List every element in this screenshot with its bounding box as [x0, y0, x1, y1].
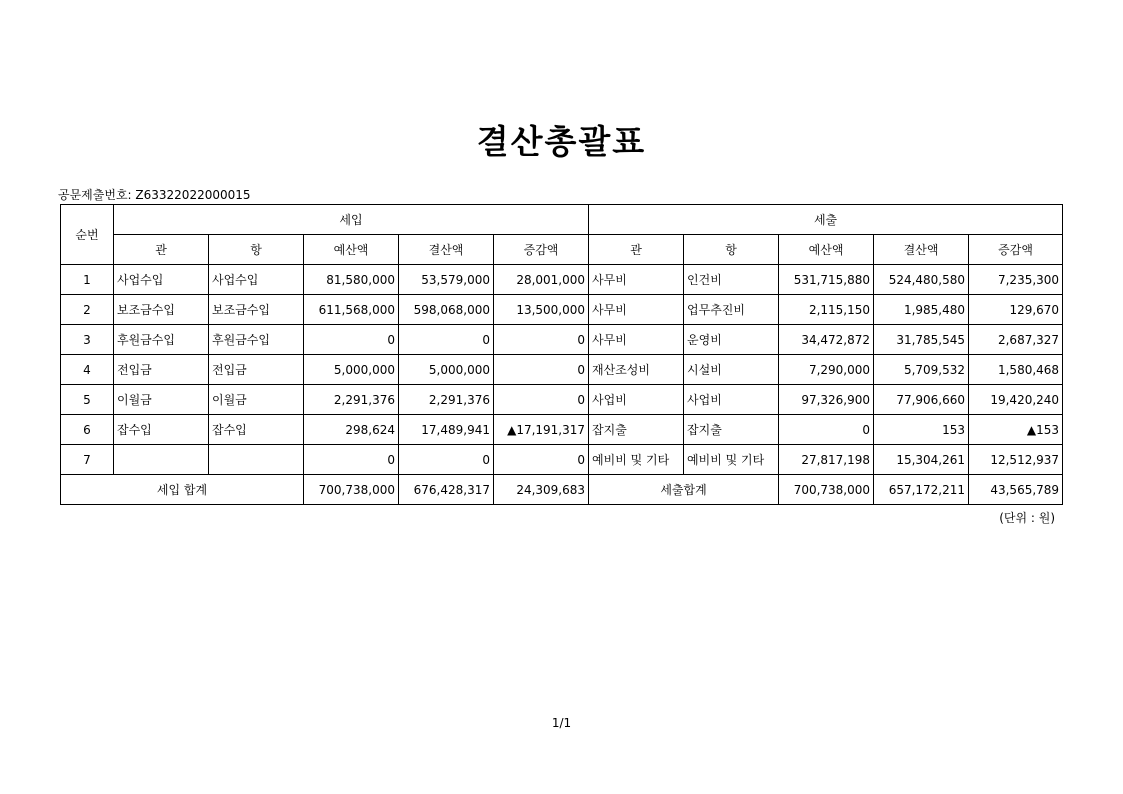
header-row-groups	[61, 205, 1063, 235]
table-row	[61, 355, 1063, 385]
table-row	[61, 265, 1063, 295]
row-number: 4	[61, 355, 114, 385]
revenue-budget: 0	[304, 445, 399, 475]
table-row	[61, 415, 1063, 445]
revenue-settled: 5,000,000	[399, 355, 494, 385]
expense-hang: 사업비	[684, 385, 779, 415]
revenue-gwan: 보조금수입	[114, 295, 209, 325]
settlement-summary-table	[60, 204, 1063, 505]
header-revenue-diff: 증감액	[494, 235, 589, 265]
expense-diff: 2,687,327	[969, 325, 1063, 355]
expense-budget: 27,817,198	[779, 445, 874, 475]
unit-label: (단위 : 원)	[999, 511, 1055, 525]
expense-hang: 업무추진비	[684, 295, 779, 325]
header-expense-budget: 예산액	[779, 235, 874, 265]
expense-gwan: 재산조성비	[589, 355, 684, 385]
expense-gwan: 사무비	[589, 265, 684, 295]
header-expense-hang: 항	[684, 235, 779, 265]
expense-total-diff: 43,565,789	[969, 475, 1063, 505]
expense-hang: 시설비	[684, 355, 779, 385]
revenue-hang: 전입금	[209, 355, 304, 385]
expense-total-label: 세출합계	[589, 475, 779, 505]
revenue-gwan: 사업수입	[114, 265, 209, 295]
revenue-settled: 2,291,376	[399, 385, 494, 415]
expense-budget: 2,115,150	[779, 295, 874, 325]
page-number: 1/1	[551, 716, 572, 730]
expense-diff: 129,670	[969, 295, 1063, 325]
expense-gwan: 사무비	[589, 295, 684, 325]
revenue-hang: 사업수입	[209, 265, 304, 295]
expense-settled: 77,906,660	[874, 385, 969, 415]
row-number: 1	[61, 265, 114, 295]
revenue-gwan: 후원금수입	[114, 325, 209, 355]
revenue-total-settled: 676,428,317	[399, 475, 494, 505]
revenue-budget: 298,624	[304, 415, 399, 445]
totals-row	[61, 475, 1063, 505]
document-number: 공문제출번호: Z63322022000015	[58, 188, 251, 202]
revenue-settled: 598,068,000	[399, 295, 494, 325]
revenue-gwan: 이월금	[114, 385, 209, 415]
row-number: 6	[61, 415, 114, 445]
expense-settled: 153	[874, 415, 969, 445]
revenue-diff: 0	[494, 385, 589, 415]
revenue-gwan: 전입금	[114, 355, 209, 385]
expense-settled: 31,785,545	[874, 325, 969, 355]
expense-gwan: 예비비 및 기타	[589, 445, 684, 475]
expense-total-budget: 700,738,000	[779, 475, 874, 505]
header-revenue-budget: 예산액	[304, 235, 399, 265]
expense-diff: 12,512,937	[969, 445, 1063, 475]
revenue-settled: 0	[399, 445, 494, 475]
revenue-diff: ▲17,191,317	[494, 415, 589, 445]
revenue-budget: 2,291,376	[304, 385, 399, 415]
row-number: 5	[61, 385, 114, 415]
expense-settled: 524,480,580	[874, 265, 969, 295]
revenue-diff: 0	[494, 445, 589, 475]
revenue-settled: 53,579,000	[399, 265, 494, 295]
expense-hang: 잡지출	[684, 415, 779, 445]
header-revenue-gwan: 관	[114, 235, 209, 265]
row-number: 2	[61, 295, 114, 325]
expense-diff: 19,420,240	[969, 385, 1063, 415]
revenue-hang: 이월금	[209, 385, 304, 415]
table-row	[61, 445, 1063, 475]
expense-budget: 34,472,872	[779, 325, 874, 355]
expense-hang: 인건비	[684, 265, 779, 295]
header-expense: 세출	[589, 205, 1063, 235]
revenue-gwan: 잡수입	[114, 415, 209, 445]
document-title: 결산총괄표	[476, 122, 647, 161]
expense-hang: 예비비 및 기타	[684, 445, 779, 475]
expense-settled: 5,709,532	[874, 355, 969, 385]
revenue-diff: 0	[494, 325, 589, 355]
expense-gwan: 잡지출	[589, 415, 684, 445]
expense-diff: 1,580,468	[969, 355, 1063, 385]
expense-budget: 7,290,000	[779, 355, 874, 385]
revenue-total-budget: 700,738,000	[304, 475, 399, 505]
expense-diff: 7,235,300	[969, 265, 1063, 295]
expense-diff: ▲153	[969, 415, 1063, 445]
header-seq: 순번	[61, 205, 114, 265]
expense-budget: 0	[779, 415, 874, 445]
revenue-hang: 잡수입	[209, 415, 304, 445]
revenue-gwan	[114, 445, 209, 475]
revenue-hang	[209, 445, 304, 475]
revenue-budget: 0	[304, 325, 399, 355]
row-number: 7	[61, 445, 114, 475]
revenue-budget: 5,000,000	[304, 355, 399, 385]
header-expense-diff: 증감액	[969, 235, 1063, 265]
table-row	[61, 295, 1063, 325]
revenue-settled: 0	[399, 325, 494, 355]
revenue-hang: 후원금수입	[209, 325, 304, 355]
table-row	[61, 325, 1063, 355]
expense-gwan: 사업비	[589, 385, 684, 415]
revenue-total-diff: 24,309,683	[494, 475, 589, 505]
header-expense-gwan: 관	[589, 235, 684, 265]
expense-total-settled: 657,172,211	[874, 475, 969, 505]
expense-settled: 15,304,261	[874, 445, 969, 475]
header-row-columns	[61, 235, 1063, 265]
expense-settled: 1,985,480	[874, 295, 969, 325]
expense-hang: 운영비	[684, 325, 779, 355]
revenue-diff: 13,500,000	[494, 295, 589, 325]
header-revenue-hang: 항	[209, 235, 304, 265]
revenue-budget: 611,568,000	[304, 295, 399, 325]
revenue-settled: 17,489,941	[399, 415, 494, 445]
revenue-diff: 28,001,000	[494, 265, 589, 295]
row-number: 3	[61, 325, 114, 355]
expense-gwan: 사무비	[589, 325, 684, 355]
expense-budget: 97,326,900	[779, 385, 874, 415]
header-revenue: 세입	[114, 205, 589, 235]
revenue-hang: 보조금수입	[209, 295, 304, 325]
revenue-diff: 0	[494, 355, 589, 385]
header-expense-settled: 결산액	[874, 235, 969, 265]
header-revenue-settled: 결산액	[399, 235, 494, 265]
expense-budget: 531,715,880	[779, 265, 874, 295]
revenue-budget: 81,580,000	[304, 265, 399, 295]
table-row	[61, 385, 1063, 415]
revenue-total-label: 세입 합계	[61, 475, 304, 505]
